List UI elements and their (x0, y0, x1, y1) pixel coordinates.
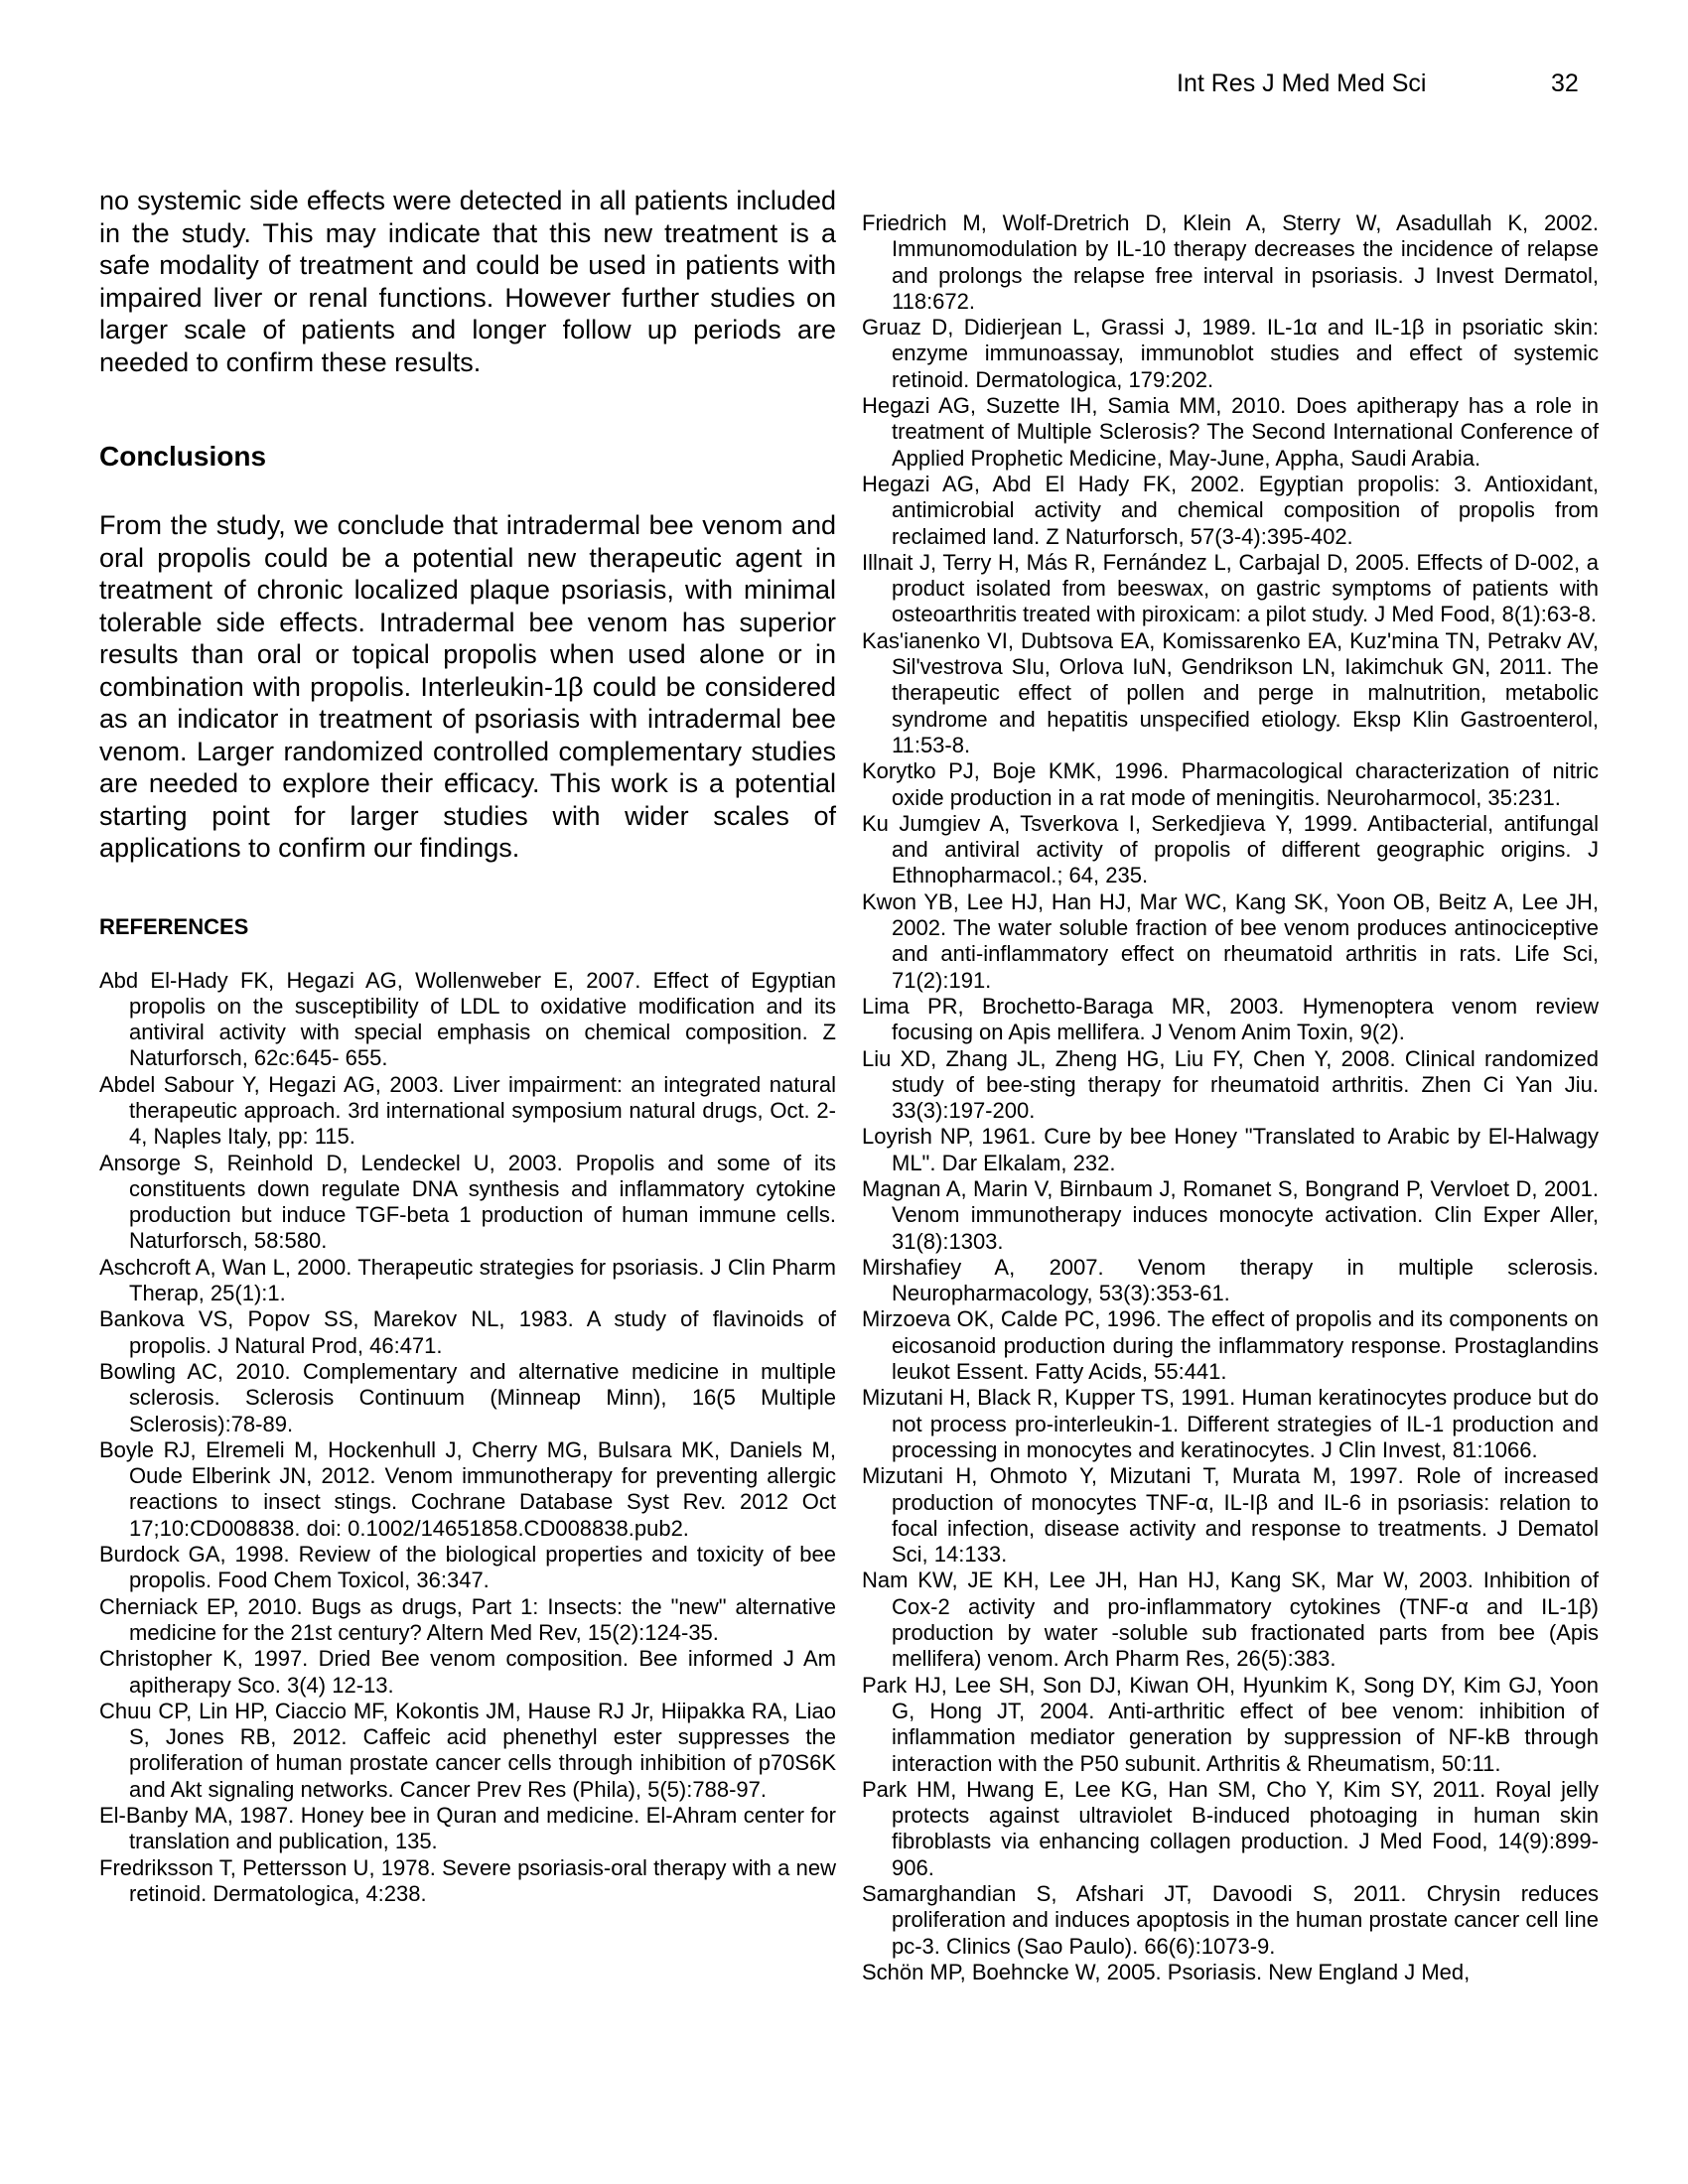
reference-item: Samarghandian S, Afshari JT, Davoodi S, 2011. Chrysin reduces proliferation and induces apoptosis in the human prostate cancer cell line pc-3. Clinics (Sao Paulo). 66(6):1073-9. (862, 1881, 1599, 1959)
reference-item: Hegazi AG, Suzette IH, Samia MM, 2010. Does apitherapy has a role in treatment of Multiple Sclerosis? The Second International Conference of Applied Prophetic Medicine, May-June, Appha, Saudi Arabia. (862, 393, 1599, 471)
reference-item: Boyle RJ, Elremeli M, Hockenhull J, Cherry MG, Bulsara MK, Daniels M, Oude Elberink JN, 2012. Venom immunotherapy for preventing allergic reactions to insect stings. Cochrane Database Syst Rev. 2012 Oct 17;10:CD008838. doi: 0.1002/14651858.CD008838.pub2. (99, 1436, 836, 1541)
reference-item: Kas'ianenko VI, Dubtsova EA, Komissarenko EA, Kuz'mina TN, Petrakv AV, Sil'vestrova SIu, Orlova IuN, Gendrikson LN, Iakimchuk GN, 2011. The therapeutic effect of pollen and perge in malnutrition, metabolic syndrome and hepatitis unspecified etiology. Eksp Klin Gastroenterol, 11:53-8. (862, 627, 1599, 757)
reference-item: Kwon YB, Lee HJ, Han HJ, Mar WC, Kang SK, Yoon OB, Beitz A, Lee JH, 2002. The water soluble fraction of bee venom produces antinociceptive and anti-inflammatory effect on rheumatoid arthritis in rats. Life Sci, 71(2):191. (862, 888, 1599, 993)
reference-item: Mizutani H, Ohmoto Y, Mizutani T, Murata M, 1997. Role of increased production of monocytes TNF-α, IL-Iβ and IL-6 in psoriasis: relation to focal infection, disease activity and response to treatments. J Dematol Sci, 14:133. (862, 1463, 1599, 1568)
reference-item: Friedrich M, Wolf-Dretrich D, Klein A, Sterry W, Asadullah K, 2002. Immunomodulation by IL-10 therapy decreases the incidence of relapse and prolongs the relapse free interval in psoriasis. J Invest Dermatol, 118:672. (862, 210, 1599, 314)
intro-paragraph: no systemic side effects were detected in all patients included in the study. This may indicate that this new treatment is a safe modality of treatment and could be used in patients with impaired liver or renal functions. However further studies on larger scale of patients and longer follow up periods are needed to confirm these results. (99, 186, 836, 377)
right-column (862, 210, 1599, 1985)
reference-item: Mirzoeva OK, Calde PC, 1996. The effect of propolis and its components on eicosanoid production during the inflammatory response. Prostaglandins leukot Essent. Fatty Acids, 55:441. (862, 1306, 1599, 1385)
reference-item: Chuu CP, Lin HP, Ciaccio MF, Kokontis JM, Hause RJ Jr, Hiipakka RA, Liao S, Jones RB, 2012. Caffeic acid phenethyl ester suppresses the proliferation of human prostate cancer cells through inhibition of p70S6K and Akt signaling networks. Cancer Prev Res (Phila), 5(5):788-97. (99, 1698, 836, 1802)
reference-item: Aschcroft A, Wan L, 2000. Therapeutic strategies for psoriasis. J Clin Pharm Therap, 25(1):1. (99, 1254, 836, 1306)
reference-item: El-Banby MA, 1987. Honey bee in Quran and medicine. El-Ahram center for translation and publication, 135. (99, 1803, 836, 1854)
reference-item: Korytko PJ, Boje KMK, 1996. Pharmacological characterization of nitric oxide production in a rat mode of meningitis. Neuroharmocol, 35:231. (862, 758, 1599, 810)
reference-item: Fredriksson T, Pettersson U, 1978. Severe psoriasis-oral therapy with a new retinoid. Dermatologica, 4:238. (99, 1854, 836, 1906)
reference-item: Park HM, Hwang E, Lee KG, Han SM, Cho Y, Kim SY, 2011. Royal jelly protects against ultraviolet B-induced photoaging in human skin fibroblasts via enhancing collagen production. J Med Food, 14(9):899-906. (862, 1776, 1599, 1880)
reference-item: Loyrish NP, 1961. Cure by bee Honey "Translated to Arabic by El-Halwagy ML". Dar Elkalam, 232. (862, 1124, 1599, 1175)
reference-item: Gruaz D, Didierjean L, Grassi J, 1989. IL-1α and IL-1β in psoriatic skin: enzyme immunoassay, immunoblot studies and effect of systemic retinoid. Dermatologica, 179:202. (862, 315, 1599, 392)
page-number: 32 (1551, 69, 1579, 97)
reference-item: Nam KW, JE KH, Lee JH, Han HJ, Kang SK, Mar W, 2003. Inhibition of Cox-2 activity and pro-inflammatory cytokines (TNF-α and IL-1β) production by water -soluble sub fractionated parts from bee (Apis mellifera) venom. Arch Pharm Res, 26(5):383. (862, 1568, 1599, 1672)
reference-item: Lima PR, Brochetto-Baraga MR, 2003. Hymenoptera venom review focusing on Apis mellifera. J Venom Anim Toxin, 9(2). (862, 993, 1599, 1045)
reference-item: Abd El-Hady FK, Hegazi AG, Wollenweber E, 2007. Effect of Egyptian propolis on the susceptibility of LDL to oxidative modification and its antiviral activity with special emphasis on chemical composition. Z Naturforsch, 62c:645- 655. (99, 967, 836, 1071)
reference-item: Abdel Sabour Y, Hegazi AG, 2003. Liver impairment: an integrated natural therapeutic approach. 3rd international symposium natural drugs, Oct. 2-4, Naples Italy, pp: 115. (99, 1071, 836, 1150)
reference-item: Christopher K, 1997. Dried Bee venom composition. Bee informed J Am apitherapy Sco. 3(4) 12-13. (99, 1646, 836, 1698)
reference-item: Burdock GA, 1998. Review of the biological properties and toxicity of bee propolis. Food Chem Toxicol, 36:347. (99, 1542, 836, 1593)
reference-item: Mizutani H, Black R, Kupper TS, 1991. Human keratinocytes produce but do not process pro-interleukin-1. Different strategies of IL-1 production and processing in monocytes and keratinocytes. J Clin Invest, 81:1066. (862, 1385, 1599, 1462)
reference-item: Park HJ, Lee SH, Son DJ, Kiwan OH, Hyunkim K, Song DY, Kim GJ, Yoon G, Hong JT, 2004. Anti-arthritic effect of bee venom: inhibition of inflammation mediator generation by suppression of NF-kB through interaction with the P50 subunit. Arthritis & Rheumatism, 50:11. (862, 1672, 1599, 1776)
reference-item: Illnait J, Terry H, Más R, Fernández L, Carbajal D, 2005. Effects of D-002, a product isolated from beeswax, on gastric symptoms of patients with osteoarthritis treated with piroxicam: a pilot study. J Med Food, 8(1):63-8. (862, 549, 1599, 627)
conclusions-heading: Conclusions (99, 441, 267, 472)
references-list-left (99, 968, 836, 1908)
reference-item: Bankova VS, Popov SS, Marekov NL, 1983. A study of flavinoids of propolis. J Natural Prod, 46:471. (99, 1306, 836, 1358)
references-list-right (862, 210, 1599, 1985)
left-column (99, 185, 836, 1907)
page-header (0, 69, 1688, 103)
reference-item: Bowling AC, 2010. Complementary and alternative medicine in multiple sclerosis. Sclerosis Continuum (Minneap Minn), 16(5 Multiple Sclerosis):78-89. (99, 1358, 836, 1436)
journal-title: Int Res J Med Med Sci (1177, 69, 1427, 97)
conclusions-paragraph: From the study, we conclude that intradermal bee venom and oral propolis could be a potential new therapeutic agent in treatment of chronic localized plaque psoriasis, with minimal tolerable side effects. Intradermal bee venom has superior results than oral or topical propolis when used alone or in combination with propolis. Interleukin-1β could be considered as an indicator in treatment of psoriasis with intradermal bee venom. Larger randomized controlled complementary studies are needed to explore their efficacy. This work is a potential starting point for larger studies with wider scales of applications to confirm our findings. (99, 510, 836, 863)
reference-item: Ku Jumgiev A, Tsverkova I, Serkedjieva Y, 1999. Antibacterial, antifungal and antiviral activity of propolis of different geographic origins. J Ethnopharmacol.; 64, 235. (862, 810, 1599, 888)
reference-item: Hegazi AG, Abd El Hady FK, 2002. Egyptian propolis: 3. Antioxidant, antimicrobial activity and chemical composition of propolis from reclaimed land. Z Naturforsch, 57(3-4):395-402. (862, 471, 1599, 549)
reference-item: Ansorge S, Reinhold D, Lendeckel U, 2003. Propolis and some of its constituents down regulate DNA synthesis and inflammatory cytokine production but induce TGF-beta 1 production of human immune cells. Naturforsch, 58:580. (99, 1150, 836, 1254)
reference-item: Liu XD, Zhang JL, Zheng HG, Liu FY, Chen Y, 2008. Clinical randomized study of bee-sting therapy for rheumatoid arthritis. Zhen Ci Yan Jiu. 33(3):197-200. (862, 1045, 1599, 1124)
reference-item: Schön MP, Boehncke W, 2005. Psoriasis. New England J Med, (862, 1959, 1471, 1984)
references-heading: REFERENCES (99, 913, 249, 939)
reference-item: Cherniack EP, 2010. Bugs as drugs, Part 1: Insects: the "new" alternative medicine for the 21st century? Altern Med Rev, 15(2):124-35. (99, 1593, 836, 1645)
reference-item: Magnan A, Marin V, Birnbaum J, Romanet S, Bongrand P, Vervloet D, 2001. Venom immunotherapy induces monocyte activation. Clin Exper Aller, 31(8):1303. (862, 1175, 1599, 1254)
reference-item: Mirshafiey A, 2007. Venom therapy in multiple sclerosis. Neuropharmacology, 53(3):353-61. (862, 1254, 1599, 1306)
